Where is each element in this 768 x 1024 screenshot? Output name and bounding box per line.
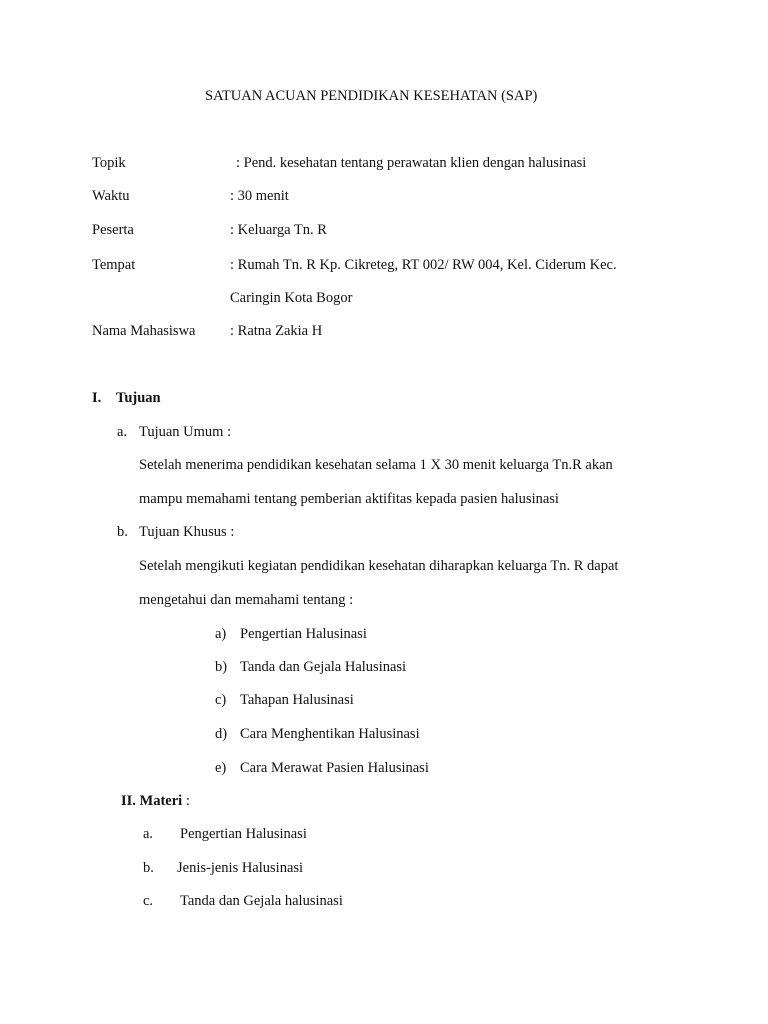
list-item: Tanda dan Gejala halusinasi bbox=[180, 893, 343, 909]
topik-value: : Pend. kesehatan tentang perawatan klien dengan halusinasi bbox=[236, 155, 587, 171]
list-marker: a. bbox=[143, 826, 154, 842]
paragraph-line: Setelah menerima pendidikan kesehatan selama 1 X 30 menit keluarga Tn.R akan bbox=[139, 457, 613, 473]
tujuan-khusus-label: Tujuan Khusus : bbox=[139, 524, 235, 540]
document-title: SATUAN ACUAN PENDIDIKAN KESEHATAN (SAP) bbox=[205, 88, 538, 104]
tempat-value: : Rumah Tn. R Kp. Cikreteg, RT 002/ RW 004, Kel. Ciderum Kec. bbox=[230, 257, 617, 273]
list-item: Tanda dan Gejala Halusinasi bbox=[240, 659, 407, 675]
paragraph-line: mampu memahami tentang pemberian aktifitas kepada pasien halusinasi bbox=[139, 491, 559, 507]
waktu-label: Waktu bbox=[92, 188, 130, 204]
peserta-label: Peserta bbox=[92, 222, 134, 238]
section-heading: Tujuan bbox=[116, 390, 161, 406]
list-item: Cara Merawat Pasien Halusinasi bbox=[240, 760, 429, 776]
tempat-label: Tempat bbox=[92, 257, 136, 273]
waktu-value: : 30 menit bbox=[230, 188, 289, 204]
tempat-value-continued: Caringin Kota Bogor bbox=[230, 290, 353, 306]
list-item: Tahapan Halusinasi bbox=[240, 692, 354, 708]
list-marker: a) bbox=[215, 626, 227, 642]
topik-label: Topik bbox=[92, 155, 126, 171]
heading-colon: : bbox=[182, 793, 190, 809]
list-marker: b. bbox=[143, 860, 154, 876]
list-marker: b) bbox=[215, 659, 228, 675]
section-heading: II. Materi bbox=[121, 793, 183, 809]
list-item: Cara Menghentikan Halusinasi bbox=[240, 726, 420, 742]
list-item: Pengertian Halusinasi bbox=[180, 826, 307, 842]
nama-value: : Ratna Zakia H bbox=[230, 323, 323, 339]
nama-label: Nama Mahasiswa bbox=[92, 323, 196, 339]
list-marker: d) bbox=[215, 726, 228, 742]
list-marker: c. bbox=[143, 893, 154, 909]
peserta-value: : Keluarga Tn. R bbox=[230, 222, 327, 238]
tujuan-umum-label: Tujuan Umum : bbox=[139, 424, 232, 440]
list-marker: e) bbox=[215, 760, 227, 776]
list-item: Pengertian Halusinasi bbox=[240, 626, 367, 642]
list-marker: b. bbox=[117, 524, 128, 540]
section-heading-line bbox=[121, 792, 190, 810]
section-number: I. bbox=[92, 390, 102, 406]
list-marker: a. bbox=[117, 424, 128, 440]
list-item: Jenis-jenis Halusinasi bbox=[177, 860, 304, 876]
paragraph-line: Setelah mengikuti kegiatan pendidikan kesehatan diharapkan keluarga Tn. R dapat bbox=[139, 558, 619, 574]
list-marker: c) bbox=[215, 692, 227, 708]
paragraph-line: mengetahui dan memahami tentang : bbox=[139, 592, 354, 608]
